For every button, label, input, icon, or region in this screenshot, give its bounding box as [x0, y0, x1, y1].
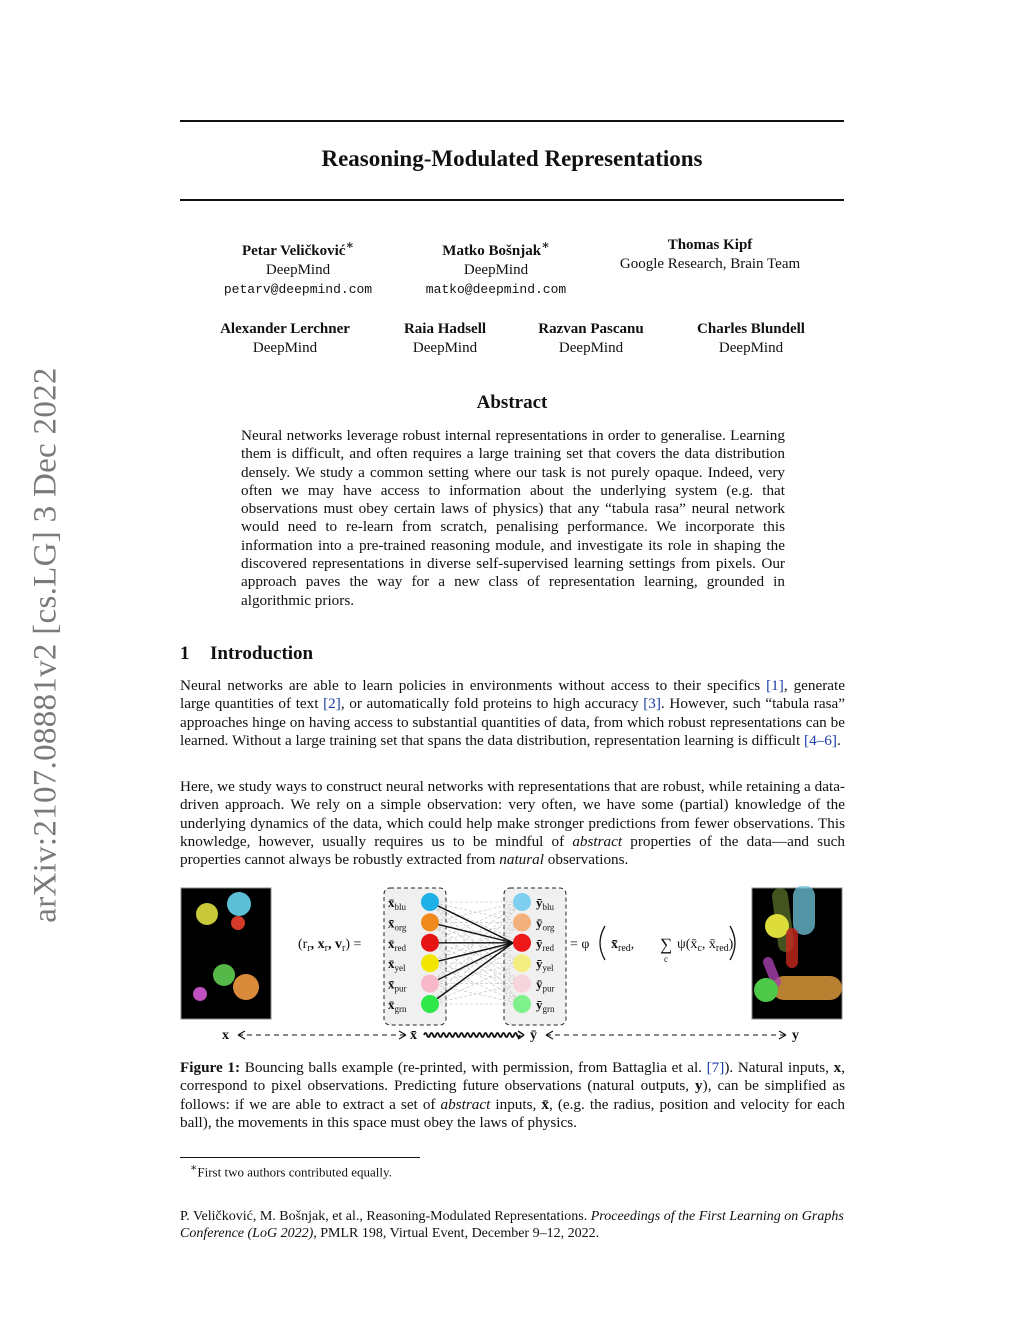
svg-text:y: y: [792, 1028, 799, 1043]
author-block-5: [380, 320, 510, 358]
svg-text:x: x: [222, 1028, 229, 1043]
author-name: Charles Blundell: [697, 321, 805, 337]
author-email: matko@deepmind.com: [425, 282, 567, 297]
author-block-2: [396, 236, 596, 299]
citation-link[interactable]: [4–6]: [804, 731, 837, 749]
intro-paragraph-2: Here, we study ways to construct neural networks with representations that are robust, while retaining a data-driven approach. We rely on a simple observation: very often, we have some (partial) knowledge of the underlying dynamics of the data, which could help make stronger predictions from fewer observations. This knowledge, however, usually requires us to be mindful of abstract properties of the data—and such properties cannot always be robustly extracted from natural observations.: [180, 778, 845, 869]
author-affiliation: DeepMind: [265, 262, 331, 278]
svg-text:ȳ: ȳ: [530, 1028, 537, 1043]
svg-text:x̄red,: $x̄_{red}$,: [611, 937, 635, 954]
output-label-grn: $ȳ_{grn}$: [536, 997, 555, 1014]
author-affiliation: DeepMind: [252, 340, 318, 356]
author-block-4: [200, 320, 370, 358]
input-label-yel: $x̄_{yel}$: [388, 956, 406, 974]
svg-text:= φ: = φ: [570, 937, 590, 952]
figure-1: [180, 886, 844, 1046]
output-node-pur: [513, 975, 531, 993]
input-node-org: [421, 913, 439, 931]
paper-title: Reasoning-Modulated Representations: [321, 146, 703, 171]
output-label-yel: $ȳ_{yel}$: [536, 956, 554, 974]
author-affiliation: Google Research, Brain Team: [619, 256, 801, 272]
author-name: Raia Hadsell: [403, 321, 487, 337]
section-heading: [180, 643, 313, 665]
footnote: ∗First two authors contributed equally.: [190, 1162, 392, 1180]
output-frame-image: [752, 888, 842, 1019]
svg-text:∑: ∑: [660, 935, 673, 954]
author-block-3: [600, 236, 820, 274]
caption-label: Figure 1:: [180, 1059, 241, 1076]
intro-paragraph-1: Neural networks are able to learn policies in environments without access to their specifics [1], generate large quantities of text [2], or automatically fold proteins to high accuracy [3]. However, such “tabula rasa” approaches hinge on having access to substantial quantities of data, from which robust representations can be learned. Without a large training set that spans the data distribution, representation learning is difficult [4–6].: [180, 677, 845, 749]
footnote-rule: [180, 1157, 420, 1158]
citation-link[interactable]: [7]: [706, 1059, 725, 1076]
input-label-grn: $x̄_{grn}$: [388, 997, 407, 1014]
input-label-pur: $x̄_{pur}$: [388, 976, 407, 994]
input-node-yel: [421, 954, 439, 972]
author-name: Alexander Lerchner: [220, 321, 350, 337]
input-node-red: [421, 934, 439, 952]
svg-text:(rr, xr, vr) =: ($r_r$, $x_r$, $v_r$) =: [298, 937, 362, 954]
update-equation-right: [570, 926, 735, 964]
publication-footer: P. Veličković, M. Bošnjak, et al., Reasoning-Modulated Representations. Proceedings of the First Learning on Graphs Conference (LoG 2022), PMLR 198, Virtual Event, December 9–12, 2022.: [180, 1209, 844, 1241]
title-bottom-rule: [180, 199, 844, 201]
input-node-blu: [421, 893, 439, 911]
citation-link[interactable]: [2]: [323, 695, 341, 713]
output-node-blu: [513, 893, 531, 911]
author-affiliation: DeepMind: [558, 340, 624, 356]
svg-text:c: c: [664, 954, 668, 964]
input-label-blu: $x̄_{blu}$: [388, 895, 407, 912]
author-name: Petar Veličković∗: [241, 238, 355, 259]
output-node-yel: [513, 954, 531, 972]
input-node-grn: [421, 995, 439, 1013]
citation-link[interactable]: [3]: [643, 695, 661, 713]
section-number: 1: [180, 643, 190, 664]
author-name: Razvan Pascanu: [538, 321, 644, 337]
title-top-rule: [180, 120, 844, 122]
arxiv-identifier: [16, 360, 76, 930]
output-label-red: $ȳ_{red}$: [536, 935, 554, 953]
output-node-red: [513, 934, 531, 952]
output-node-grn: [513, 995, 531, 1013]
author-block-1: [198, 236, 398, 299]
author-name: Matko Bošnjak∗: [442, 238, 550, 259]
author-affiliation: DeepMind: [463, 262, 529, 278]
output-label-blu: $ȳ_{blu}$: [536, 895, 555, 912]
author-block-6: [516, 320, 666, 358]
mapping-arrows: [222, 1028, 799, 1043]
author-block-7: [676, 320, 826, 358]
citation-link[interactable]: [1]: [766, 677, 784, 694]
output-label-org: $ȳ_{org}$: [536, 915, 555, 933]
section-title: Introduction: [210, 643, 314, 664]
svg-text:ψ(x̄c, x̄red): $\psi(x̄_c$, $x̄_{red}$): [677, 937, 734, 954]
output-node-org: [513, 913, 531, 931]
arxiv-identifier-text: arXiv:2107.08881v2 [cs.LG] 3 Dec 2022: [27, 367, 64, 923]
input-frame-image: [181, 888, 271, 1019]
author-affiliation: DeepMind: [718, 340, 784, 356]
author-name: Thomas Kipf: [667, 237, 753, 253]
input-node-pur: [421, 975, 439, 993]
svg-text:x̄: x̄: [410, 1028, 417, 1043]
state-equation-left: [298, 937, 362, 954]
abstract-heading: Abstract: [476, 392, 548, 413]
input-label-org: $x̄_{org}$: [388, 915, 407, 933]
figure-1-caption: Figure 1: Bouncing balls example (re-printed, with permission, from Battaglia et al. [7]). Natural inputs, x, correspond to pixel observations. Predicting future observations (natural outputs, y), can be simplified as follows: if we are able to extract a set of abstract inputs, x̄, (e.g. the radius, position and velocity for each ball), the movements in this space must obey the laws of physics.: [180, 1059, 845, 1131]
author-affiliation: DeepMind: [412, 340, 478, 356]
input-label-red: $x̄_{red}$: [388, 935, 406, 953]
author-email: petarv@deepmind.com: [223, 282, 373, 297]
abstract-text: Neural networks leverage robust internal representations in order to generalise. Learning them is difficult, and often requires a large training set that covers the data distribution densely. We study a common setting where our task is not purely opaque. Indeed, very often we may have access to information about the underlying system (e.g. that observations must obey certain laws of physics) that any “tabula rasa” neural network would need to re-learn from scratch, penalising performance. We incorporate this information into a pre-trained reasoning module, and investigate its role in shaping the discovered representations in diverse self-supervised learning settings from pixels. Our approach paves the way for a new class of representation learning, grounded in algorithmic priors.: [241, 427, 785, 609]
output-label-pur: $ȳ_{pur}$: [536, 976, 555, 994]
figure-1-diagram: [180, 886, 844, 1046]
